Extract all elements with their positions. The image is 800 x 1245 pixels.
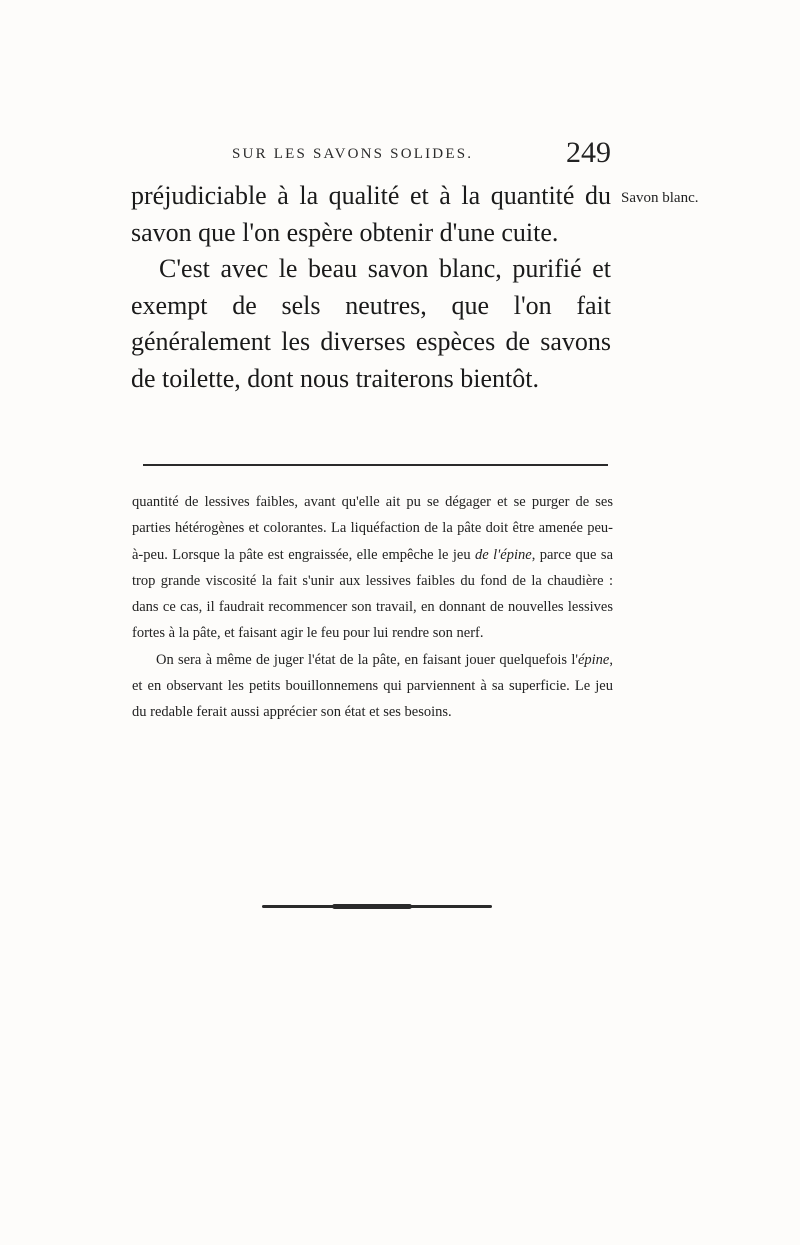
footnote-text: , et en observant les petits bouillonnemens qui parviennent à sa superficie. Le jeu du redable ferait aussi apprécier son état et ses besoins. — [132, 651, 613, 721]
margin-note: Savon blanc. — [621, 190, 699, 206]
footnote-text: , parce que sa trop grande viscosité la fait s'unir aux lessives faibles du fond de la chaudière : dans ce cas, il faudrait recommencer son travail, en donnant de nouvelles lessives fortes à la pâte, et faisant agir le feu pour lui rendre son nerf. — [132, 546, 614, 642]
footnote-text: On sera à même de juger l'état de la pâte, en faisant jouer quelquefois l' — [156, 651, 578, 668]
footnote-paragraph — [132, 647, 613, 726]
main-paragraph: préjudiciable à la qualité et à la quantité du savon que l'on espère obtenir d'une cuite. — [131, 181, 611, 247]
end-ornament-rule — [262, 905, 492, 908]
footnote-italic: épine — [577, 651, 610, 668]
footnote-paragraph — [132, 489, 613, 647]
main-paragraph: C'est avec le beau savon blanc, purifié et exempt de sels neutres, que l'on fait généralement les diverses espèces de savons de toilette, dont nous traiterons bientôt. — [131, 254, 611, 393]
footnote-text: quantité de lessives faibles, avant qu'elle ait pu se dégager et se purger de ses parties hétérogènes et colorantes. La liquéfaction de la pâte doit être amenée peu-à-peu. Lorsque la pâte est engraissée, elle empêche le jeu — [132, 494, 613, 563]
footnote — [132, 489, 613, 726]
page-number: 249 — [566, 136, 611, 169]
running-title: SUR LES SAVONS SOLIDES. — [232, 146, 474, 162]
main-text — [131, 178, 611, 397]
footnote-italic: de l'épine — [475, 546, 532, 563]
footnote-separator — [143, 464, 608, 466]
